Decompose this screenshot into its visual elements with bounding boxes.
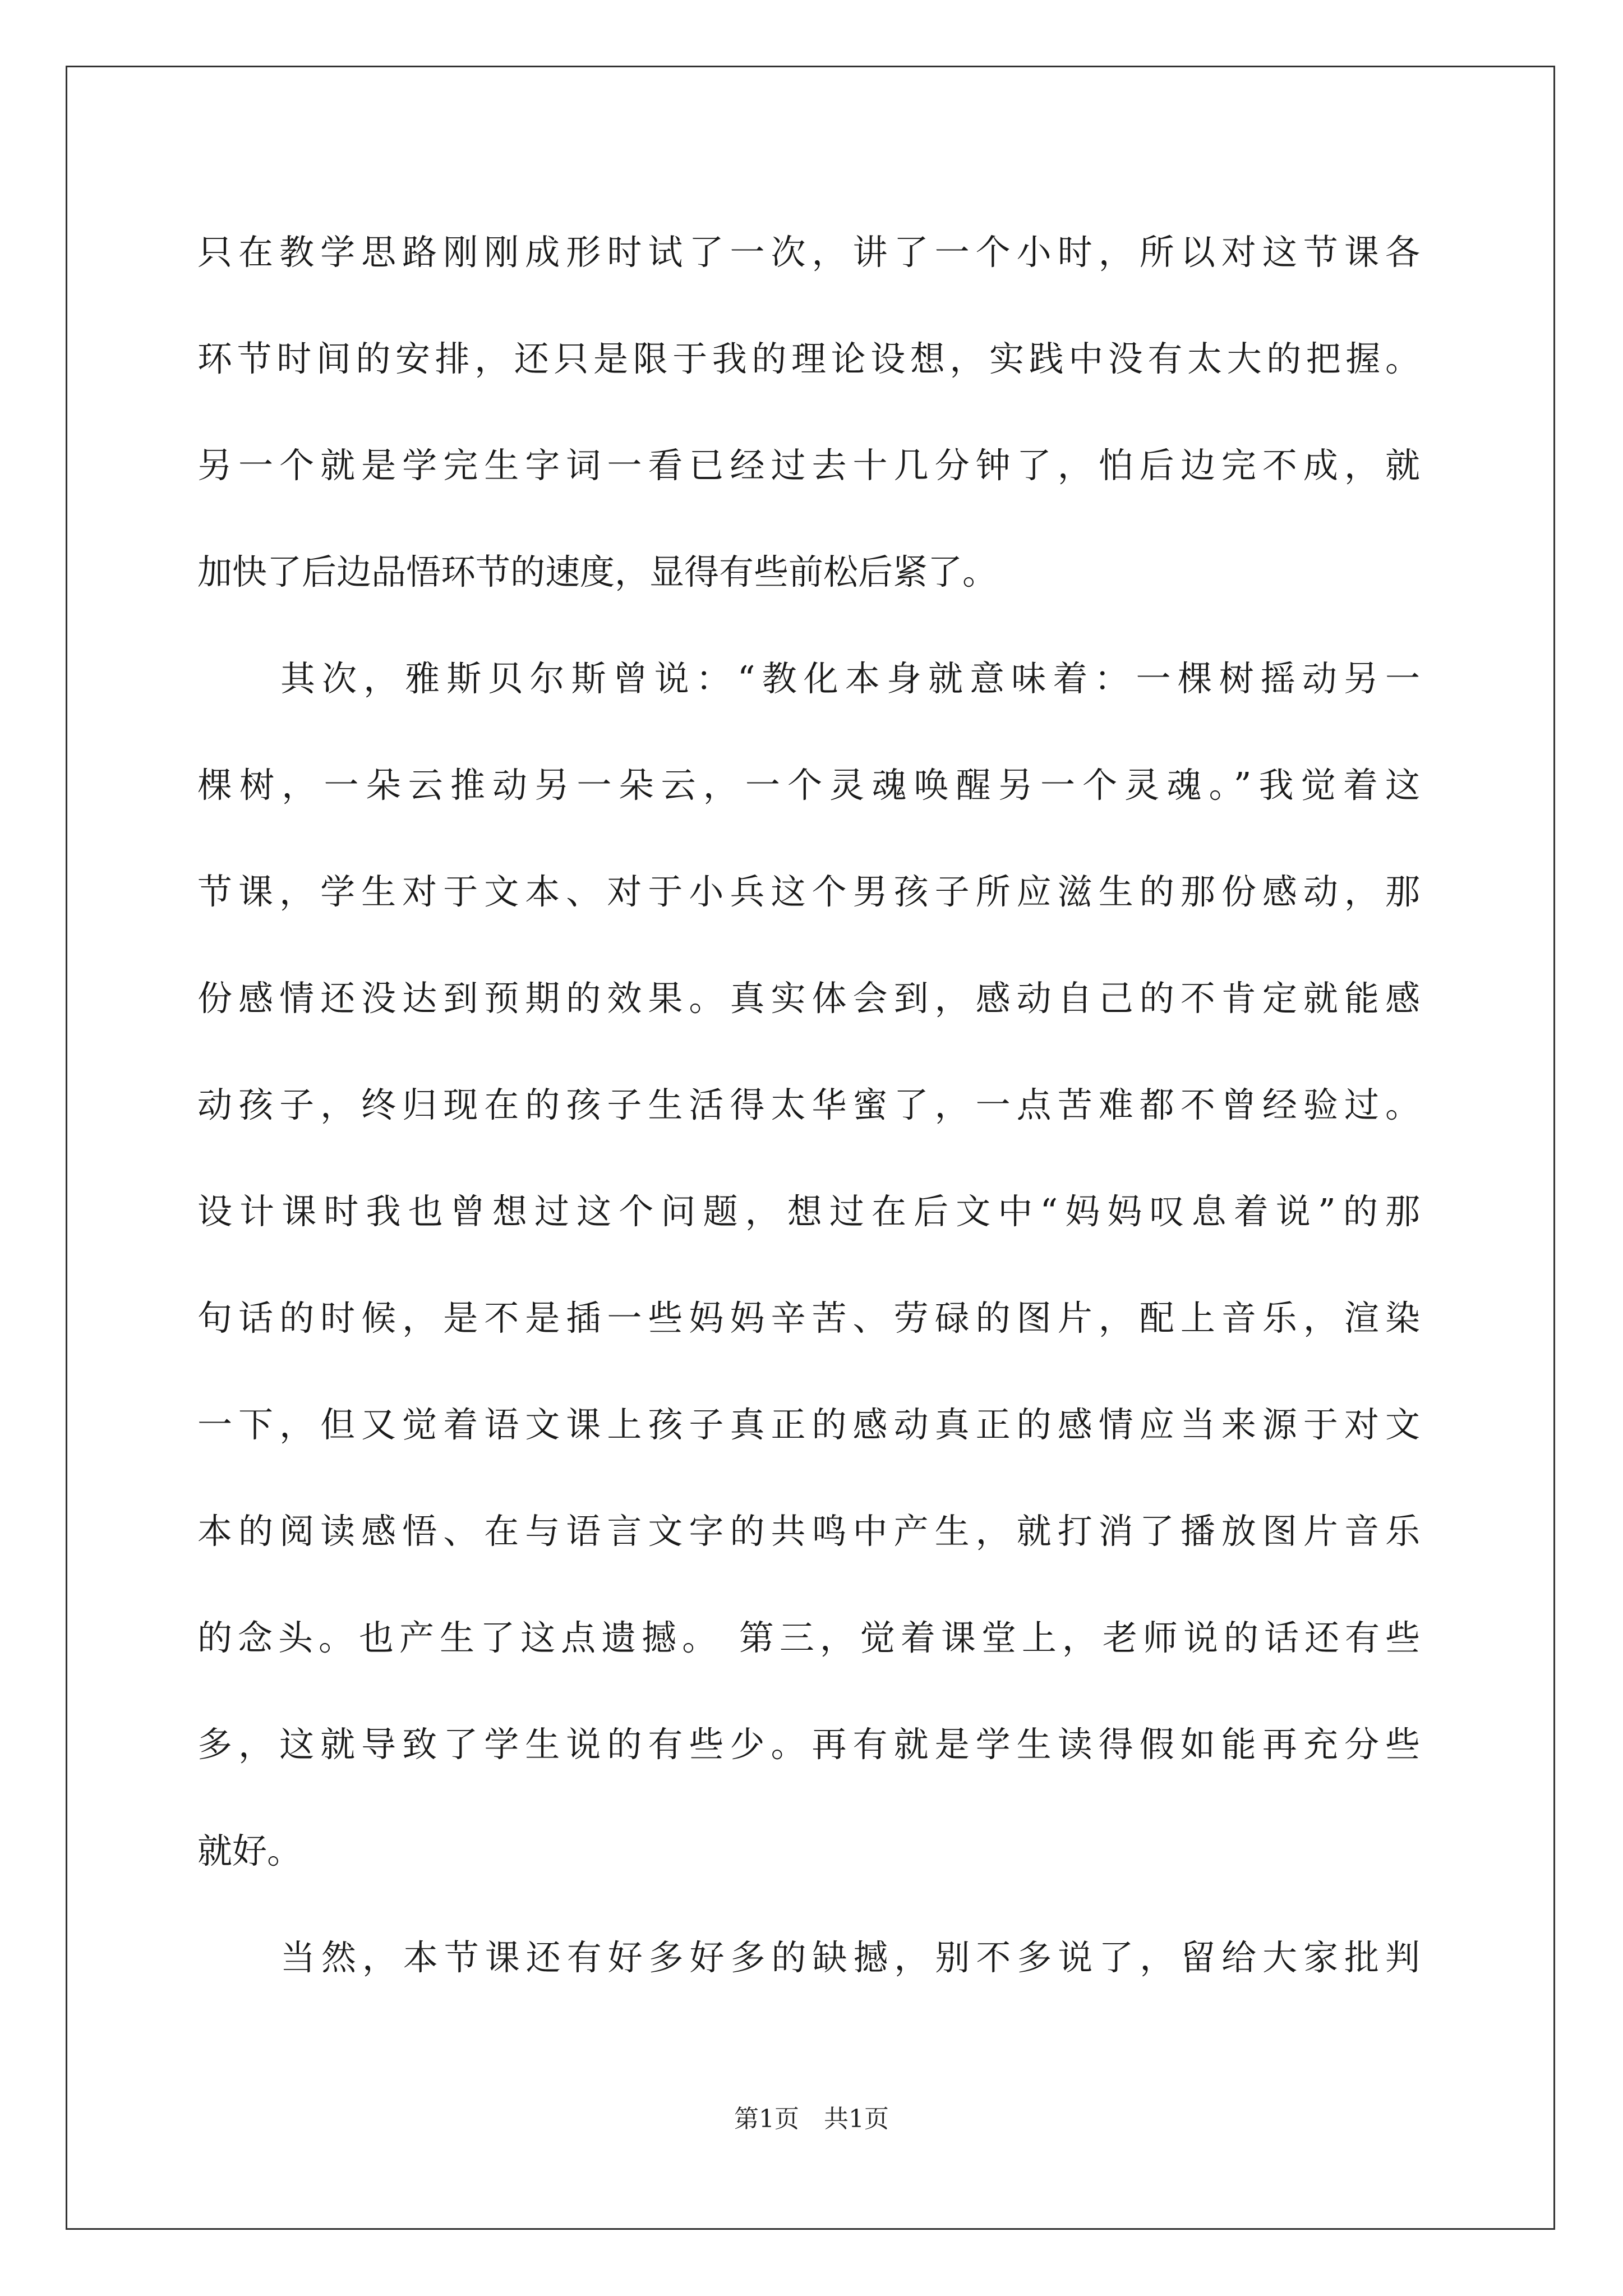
text-line: 加快了后边品悟环节的速度，显得有些前松后紧了。 xyxy=(197,551,998,592)
text-line: 只在教学思路刚刚成形时试了一次，讲了一个小时，所以对这节课各 xyxy=(197,232,1420,273)
text-line: 就好。 xyxy=(197,1830,302,1871)
text-line: 设计课时我也曾想过这个问题，想过在后文中“妈妈叹息着说”的那 xyxy=(197,1191,1420,1232)
text-line: 另一个就是学完生字词一看已经过去十几分钟了，怕后边完不成，就 xyxy=(197,445,1420,486)
text-line: 一下，但又觉着语文课上孩子真正的感动真正的感情应当来源于对文 xyxy=(197,1404,1420,1445)
document-body xyxy=(197,199,1420,2011)
text-line: 句话的时候，是不是插一些妈妈辛苦、劳碌的图片，配上音乐，渲染 xyxy=(197,1297,1420,1338)
text-line: 的念头。也产生了这点遗撼。 第三，觉着课堂上，老师说的话还有些 xyxy=(197,1617,1420,1658)
text-line: 其次，雅斯贝尔斯曾说：“教化本身就意味着：一棵树摇动另一 xyxy=(280,658,1420,699)
text-line: 环节时间的安排，还只是限于我的理论设想，实践中没有太大的把握。 xyxy=(197,338,1420,379)
text-line: 份感情还没达到预期的效果。真实体会到，感动自己的不肯定就能感 xyxy=(197,978,1420,1019)
text-line: 多，这就导致了学生说的有些少。再有就是学生读得假如能再充分些 xyxy=(197,1724,1420,1765)
text-line: 本的阅读感悟、在与语言文字的共鸣中产生，就打消了播放图片音乐 xyxy=(197,1511,1420,1552)
text-line: 当然，本节课还有好多好多的缺撼，别不多说了，留给大家批判 xyxy=(280,1937,1420,1978)
text-line: 棵树，一朵云推动另一朵云，一个灵魂唤醒另一个灵魂。”我觉着这 xyxy=(197,765,1420,806)
text-line: 动孩子，终归现在的孩子生活得太华蜜了，一点苦难都不曾经验过。 xyxy=(197,1084,1420,1125)
text-line: 节课，学生对于文本、对于小兵这个男孩子所应滋生的那份感动，那 xyxy=(197,871,1420,912)
page-footer: 第1页 共1页 xyxy=(734,2105,889,2133)
